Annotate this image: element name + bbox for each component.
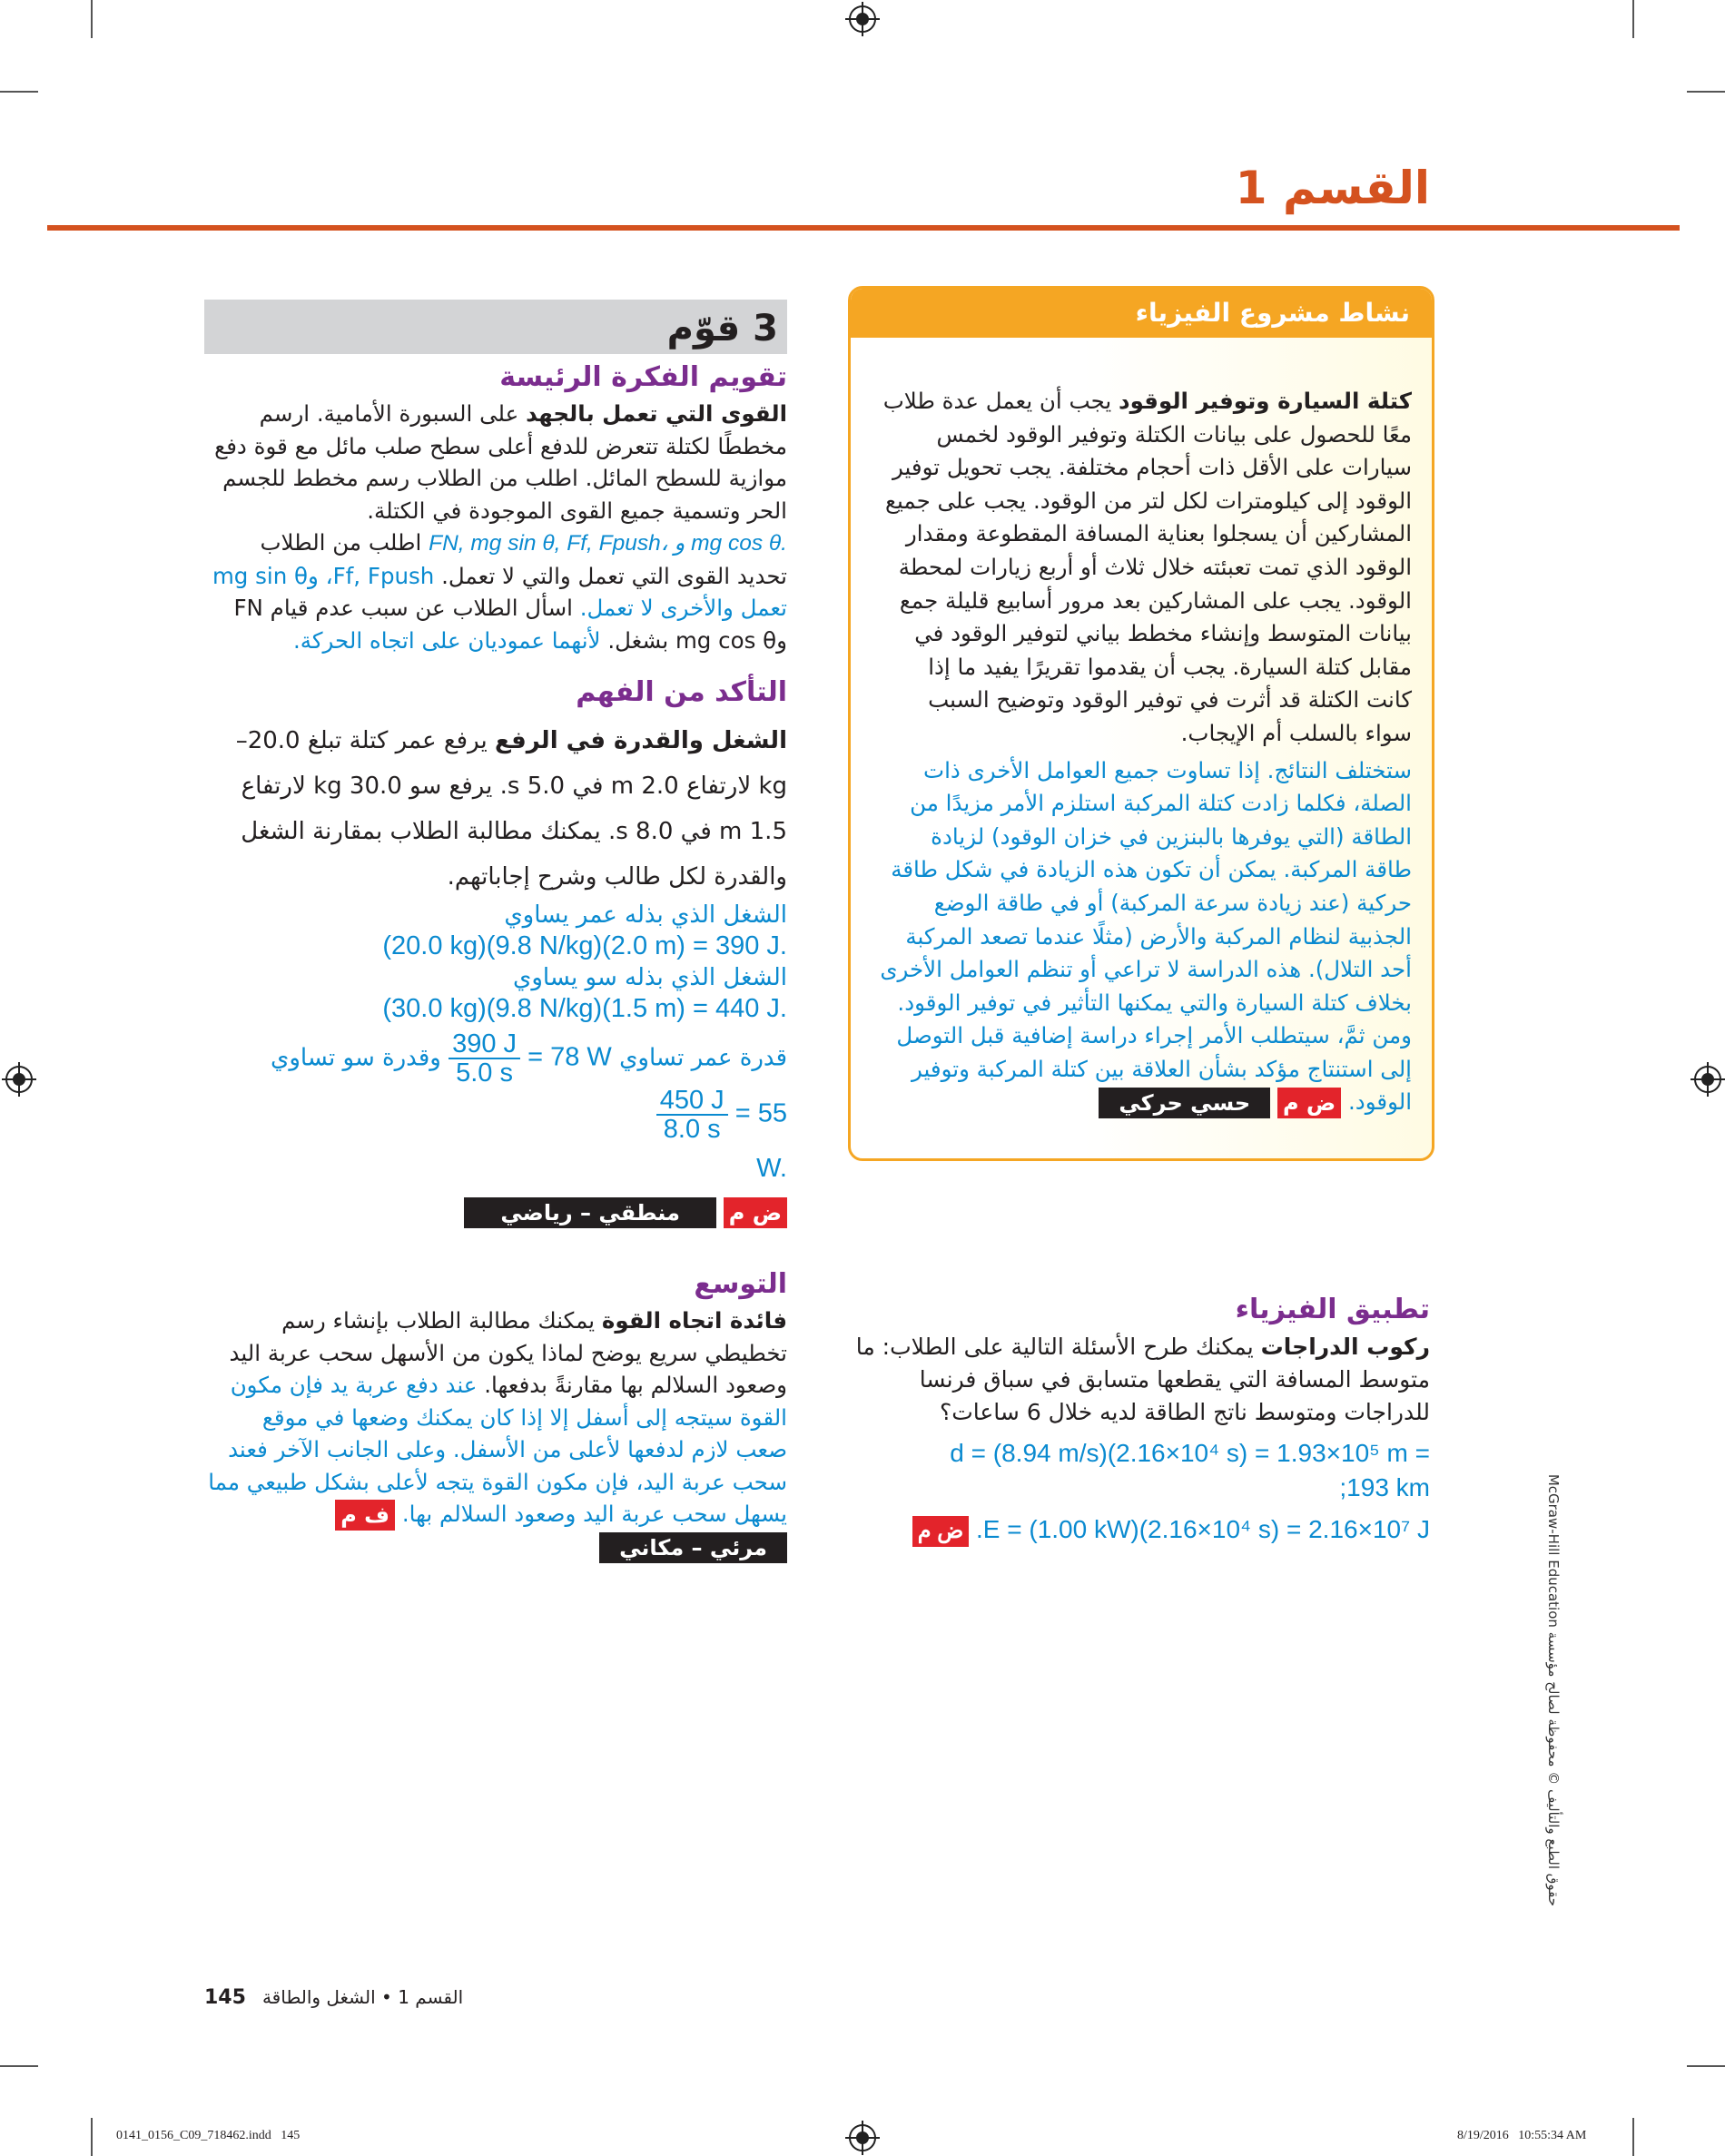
main-idea-body3: اسأل الطلاب عن سبب عدم قيام FN وmg cos θ بشغل. <box>233 595 787 654</box>
extend-text <box>204 1304 787 1563</box>
crop-mark <box>0 2065 38 2067</box>
main-idea-answer: لأنهما عموديان على اتجاه الحركة. <box>292 626 601 654</box>
application-body: يمكنك طرح الأسئلة التالية على الطلاب: ما متوسط المسافة التي يقطعها متسابق في سباق فرنسا للدراجات ومتوسط ناتج الطاقة لديه خلال 6 ساعات؟ <box>855 1334 1430 1425</box>
distance-equation: d = (8.94 m/s)(2.16×10⁴ s) = 1.93×10⁵ m = <box>950 1439 1430 1467</box>
page-number: 145 <box>204 1986 246 2009</box>
forces-answer: FN, mg sin θ, Ff, Fpush، و mg cos θ. <box>429 531 787 556</box>
forces-answer-2: Ff, Fpush، وmg sin θ تعمل والأخرى لا تعمل. <box>212 562 787 621</box>
crop-mark <box>91 2118 93 2156</box>
fraction-power-omar <box>448 1030 520 1087</box>
project-description <box>878 385 1412 751</box>
crop-mark <box>1687 91 1725 93</box>
check-body: يرفع عمر كتلة تبلغ 20.0– kg لارتفاع 2.0 m في 5.0 s. يرفع سو 30.0 kg لارتفاع 1.5 m في 8.0 s. يمكنك مطالبة الطلاب بمقارنة الشغل والقدرة لكل طالب وشرح إجاباتهم. <box>235 727 787 891</box>
check-answer-4: وقدرة سو تساوي <box>271 1044 441 1072</box>
copyright-notice <box>1533 1371 1569 1906</box>
distance-result: ;193 km <box>1339 1473 1430 1501</box>
tag-learning-style: منطقي – رياضي <box>464 1197 716 1228</box>
physics-application <box>853 1289 1430 1547</box>
project-activity-box <box>848 286 1434 1161</box>
project-body: يجب أن يعمل عدة طلاب معًا للحصول على بيانات الكتلة وتوفير الوقود لخمس سيارات على الأقل ذات أحجام مختلفة. يجب تحويل توفير الوقود إلى كيلومترات لكل لتر من الوقود. يجب على جميع المشاركين أن يسجلوا بعناية المسافة المقطوعة ومقدار الوقود الذي تمت تعبئته خلال ثلاث أو أربع زيارات لمحطة الوقود. يجب على المشاركين بعد مرور أسابيع قليلة جمع بيانات المتوسط وإنشاء مخطط بياني لتوفير الوقود في مقابل كتلة السيارة. يجب أن يقدموا تقريرًا يفيد ما إذا كانت الكتلة قد أثرت في توفير الوقود وتوضيح السبب سواء بالسلب أم الإيجاب. <box>882 388 1412 746</box>
check-answer <box>204 900 787 1194</box>
project-lead: كتلة السيارة وتوفير الوقود <box>1119 388 1412 414</box>
equation-work-omar: (20.0 kg)(9.8 N/kg)(2.0 m) = 390 J. <box>382 931 787 960</box>
fraction-power-sue <box>656 1087 728 1143</box>
crop-mark <box>1632 2118 1634 2156</box>
check-answer-2: الشغل الذي بذله سو يساوي <box>513 964 787 991</box>
equation-work-sue: (30.0 kg)(9.8 N/kg)(1.5 m) = 440 J. <box>382 994 787 1023</box>
slug-filename: 0141_0156_C09_718462.indd 145 <box>116 2129 301 2142</box>
running-title: القسم 1 • الشغل والطاقة <box>261 1986 464 2008</box>
check-answer-1: الشغل الذي بذله عمر يساوي <box>504 901 787 929</box>
check-lead: الشغل والقدرة في الرفع <box>494 727 787 754</box>
page-footer <box>204 1986 463 2009</box>
tag-learning-style: مرئي – مكاني <box>599 1532 787 1563</box>
registration-mark-icon <box>1694 1066 1721 1093</box>
tag-red: ض م <box>1277 1088 1341 1118</box>
main-idea-text <box>204 398 787 656</box>
crop-mark <box>0 91 38 93</box>
tag-red: ف م <box>335 1500 395 1531</box>
tag-red: ض م <box>724 1197 787 1228</box>
project-answer <box>878 754 1412 1120</box>
fraction-numerator: 450 J <box>656 1087 728 1116</box>
project-box-header: نشاط مشروع الفيزياء <box>851 289 1432 338</box>
main-idea-title: تقويم الفكرة الرئيسة <box>499 361 787 393</box>
fraction-numerator: 390 J <box>448 1030 520 1059</box>
application-title: تطبيق الفيزياء <box>1235 1294 1430 1325</box>
registration-mark-icon <box>5 1066 33 1093</box>
power-sue-result: = 55 <box>734 1098 787 1128</box>
tag-red: ض م <box>912 1516 970 1547</box>
extend-body: يمكنك مطالبة الطلاب بإنشاء رسم تخطيطي سريع يوضح لماذا يكون من الأسهل سحب عربة اليد وصعود السلالم بها مقارنةً بدفعها. <box>229 1307 787 1398</box>
copyright-text: حقوق الطبع والتأليف © محفوظة لصالح مؤسسة McGraw-Hill Education <box>1545 1473 1562 1906</box>
main-idea-lead: القوى التي تعمل بالجهد <box>526 400 787 427</box>
check-understanding-title: التأكد من الفهم <box>576 676 787 708</box>
assess-header: 3 قوّم <box>204 300 787 354</box>
tag-learning-style: حسي حركي <box>1099 1088 1270 1118</box>
section-divider <box>47 225 1680 231</box>
application-lead: ركوب الدراجات <box>1260 1334 1430 1360</box>
extend-lead: فائدة اتجاه القوة <box>601 1307 787 1334</box>
extend-answer: عند دفع عربة يد فإن مكون القوة سيتجه إلى أسفل إلا إذا كان يمكنك وضعها في موقع صعب لازم لدفعها لأعلى من الأسفل. وعلى الجانب الآخر فعند سحب عربة اليد، فإن مكون القوة يتجه لأعلى بشكل طبيعي مما يسهل سحب عربة اليد وصعود السلالم بها. <box>208 1372 787 1527</box>
power-omar-result: = 78 W <box>527 1042 612 1072</box>
project-answer-text: ستختلف النتائج. إذا تساوت جميع العوامل الأخرى ذات الصلة، فكلما زادت كتلة المركبة استلزم الأمر مزيدًا من الطاقة (التي يوفرها بالبنزين في خزان الوقود) لزيادة طاقة المركبة. يمكن أن تكون هذه الزيادة في شكل طاقة حركية (عند زيادة سرعة المركبة) أو في طاقة الوضع الجذبية لنظام المركبة والأرض (مثلًا عندما تصعد المركبة أحد التلال). هذه الدراسة لا تراعي أو تنظم العوامل الأخرى بخلاف كتلة السيارة والتي يمكنها التأثير في توفير الوقود. ومن ثمَّ، سيتطلب الأمر إجراء دراسة إضافية قبل التوصل إلى استنتاج مؤكد بشأن العلاقة بين كتلة المركبة وتوفير الوقود. <box>880 756 1412 1116</box>
registration-mark-icon <box>849 5 876 33</box>
registration-mark-icon <box>849 2124 876 2151</box>
fraction-denominator: 8.0 s <box>663 1115 721 1144</box>
crop-mark <box>91 0 93 38</box>
slug-date: 8/19/2016 10:55:34 AM <box>1457 2129 1587 2142</box>
energy-equation: .E = (1.00 kW)(2.16×10⁴ s) = 2.16×10⁷ J <box>976 1515 1430 1543</box>
crop-mark <box>1687 2065 1725 2067</box>
fraction-denominator: 5.0 s <box>456 1058 513 1088</box>
check-answer-3: قدرة عمر تساوي <box>619 1044 787 1072</box>
power-sue-unit: W. <box>756 1154 787 1183</box>
main-idea-body2: اطلب من الطلاب تحديد القوى التي تعمل والتي لا تعمل. <box>260 529 787 589</box>
section-title: القسم 1 <box>1235 162 1430 214</box>
application-text <box>853 1331 1430 1429</box>
check-understanding-text <box>204 718 787 900</box>
main-idea-body: على السبورة الأمامية. ارسم مخططًا لكتلة تتعرض للدفع أعلى سطح صلب مائل مع قوة دفع موازية للسطح المائل. اطلب من الطلاب رسم مخطط للجسم الحر وتسمية جميع القوى الموجودة في الكتلة. <box>214 400 787 524</box>
extend-title: التوسع <box>694 1268 787 1300</box>
crop-mark <box>1632 0 1634 38</box>
